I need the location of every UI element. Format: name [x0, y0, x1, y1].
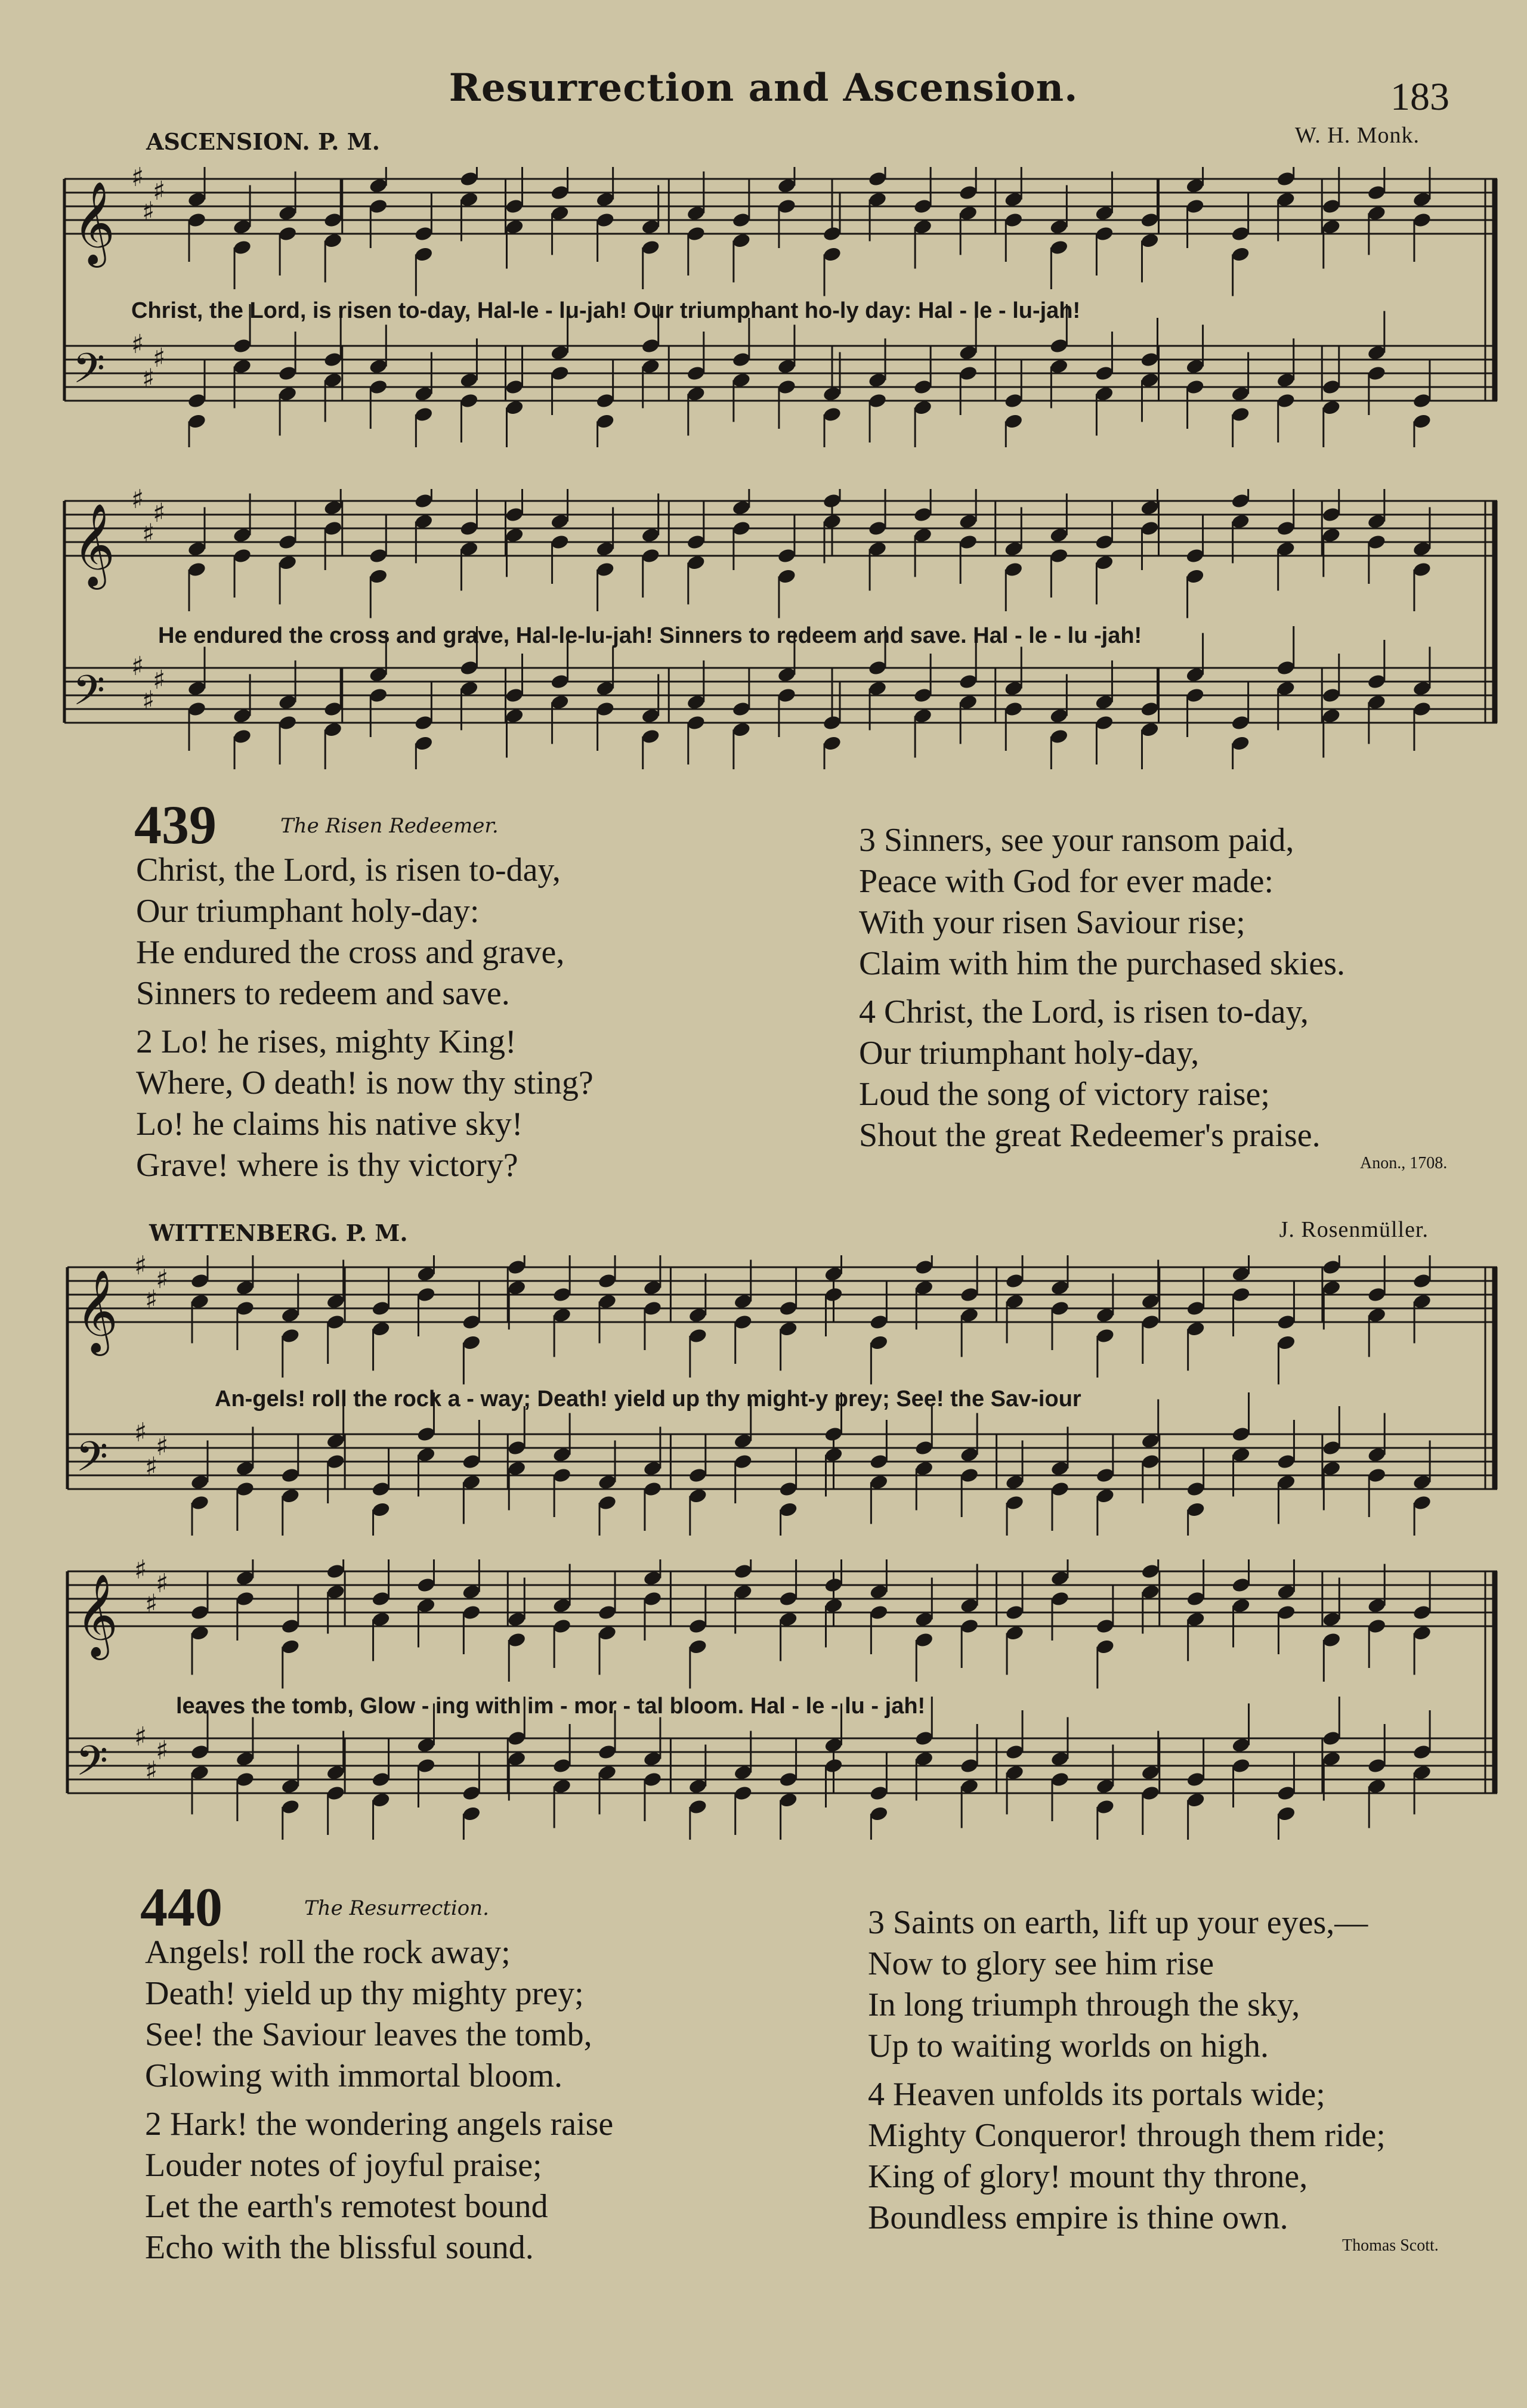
svg-text:♯: ♯: [134, 1255, 147, 1281]
verse-line: 3 Sinners, see your ransom paid,: [859, 822, 1294, 859]
stanza-4: [868, 2074, 1386, 2239]
hymn-title-440: The Resurrection.: [304, 1896, 489, 1920]
verse-line: Mighty Conqueror! through them ride;: [868, 2117, 1386, 2154]
verse-line: 4 Heaven unfolds its portals wide;: [868, 2076, 1325, 2113]
svg-text:♯: ♯: [156, 1431, 169, 1462]
svg-text:♯: ♯: [156, 1568, 169, 1599]
verse-line: Our triumphant holy-day:: [136, 893, 480, 930]
lyrics-ascension-line-2: He endured the cross and grave, Hal-le-lu-jah! Sinners to redeem and save. Hal - le - lu -jah!: [158, 623, 1142, 648]
verse-line: Claim with him the purchased skies.: [859, 945, 1345, 982]
svg-text:♯: ♯: [145, 1285, 158, 1316]
svg-text:𝄞: 𝄞: [76, 1270, 118, 1352]
stanza-1: [145, 1932, 613, 2097]
verse-line: Let the earth's remotest bound: [145, 2188, 548, 2225]
verse-line: Our triumphant holy-day,: [859, 1035, 1200, 1072]
svg-text:♯: ♯: [134, 1559, 147, 1585]
stanza-4: [859, 992, 1345, 1156]
verse-line: 3 Saints on earth, lift up your eyes,—: [868, 1904, 1368, 1941]
svg-text:♯: ♯: [131, 329, 144, 360]
tune-name-ascension: ASCENSION. P. M.: [146, 128, 380, 155]
stanza-1: [136, 850, 594, 1014]
svg-text:𝄞: 𝄞: [76, 1574, 118, 1657]
svg-text:♯: ♯: [145, 1451, 158, 1482]
verse-line: Angels! roll the rock away;: [145, 1934, 511, 1971]
verse-line: Peace with God for ever made:: [859, 863, 1274, 900]
svg-text:𝄢: 𝄢: [73, 666, 106, 725]
verse-line: 2 Hark! the wondering angels raise: [145, 2106, 614, 2143]
tune-composer-rosenmuller: J. Rosenmüller.: [1279, 1217, 1429, 1242]
svg-text:♯: ♯: [131, 489, 144, 515]
verse-line: 2 Lo! he rises, mighty King!: [136, 1023, 517, 1060]
svg-text:♯: ♯: [145, 1756, 158, 1787]
verse-line: With your risen Saviour rise;: [859, 904, 1245, 941]
svg-text:𝄞: 𝄞: [73, 503, 115, 586]
page-header-title: Resurrection and Ascension.: [449, 66, 1078, 110]
svg-text:𝄞: 𝄞: [73, 181, 115, 264]
verse-line: He endured the cross and grave,: [136, 934, 565, 971]
svg-text:♯: ♯: [131, 167, 144, 193]
verse-line: Up to waiting worlds on high.: [868, 2028, 1269, 2065]
svg-text:𝄢: 𝄢: [76, 1737, 109, 1795]
hymn-439-attribution: Anon., 1708.: [1360, 1154, 1448, 1172]
verse-line: 4 Christ, the Lord, is risen to-day,: [859, 993, 1309, 1030]
svg-text:♯: ♯: [142, 518, 155, 549]
verse-line: Boundless empire is thine own.: [868, 2199, 1288, 2236]
hymn-440-verses-left: [145, 1932, 613, 2268]
svg-text:♯: ♯: [131, 651, 144, 682]
verse-line: Christ, the Lord, is risen to-day,: [136, 852, 561, 889]
lyrics-wittenberg-line-1: An-gels! roll the rock a - way; Death! yield up thy might-y prey; See! the Sav-iour: [215, 1386, 1081, 1412]
svg-text:♯: ♯: [142, 196, 155, 227]
verse-line: Where, O death! is now thy sting?: [136, 1064, 594, 1101]
page-number: 183: [1390, 75, 1449, 119]
verse-line: Glowing with immortal bloom.: [145, 2057, 562, 2094]
svg-text:♯: ♯: [153, 343, 166, 373]
svg-text:♯: ♯: [134, 1417, 147, 1448]
stanza-2: [136, 1022, 594, 1186]
verse-line: Grave! where is thy victory?: [136, 1147, 518, 1184]
svg-text:♯: ♯: [153, 665, 166, 695]
tune-composer-monk: W. H. Monk.: [1294, 123, 1420, 148]
hymn-440-verses-right: [868, 1902, 1386, 2239]
svg-text:♯: ♯: [142, 685, 155, 716]
svg-text:𝄢: 𝄢: [73, 344, 106, 403]
verse-line: King of glory! mount thy throne,: [868, 2158, 1308, 2195]
hymn-number-440: 440: [140, 1877, 222, 1937]
svg-text:♯: ♯: [142, 363, 155, 394]
svg-text:♯: ♯: [145, 1589, 158, 1620]
svg-text:♯: ♯: [153, 498, 166, 528]
hymn-439-verses-right: [859, 820, 1345, 1156]
lyrics-wittenberg-line-2: leaves the tomb, Glow - ing with im - mor - tal bloom. Hal - le - lu - jah!: [176, 1694, 926, 1719]
verse-line: In long triumph through the sky,: [868, 1986, 1300, 2023]
hymn-number-439: 439: [134, 794, 217, 855]
verse-line: Sinners to redeem and save.: [136, 975, 510, 1012]
lyrics-ascension-line-1: Christ, the Lord, is risen to-day, Hal-le - lu-jah! Our triumphant ho-ly day: Hal - le - lu-jah!: [131, 298, 1081, 323]
stanza-3: [868, 1902, 1386, 2067]
verse-line: Shout the great Redeemer's praise.: [859, 1117, 1321, 1154]
svg-text:♯: ♯: [134, 1722, 147, 1752]
verse-line: Lo! he claims his native sky!: [136, 1106, 523, 1143]
verse-line: See! the Saviour leaves the tomb,: [145, 2016, 592, 2053]
verse-line: Louder notes of joyful praise;: [145, 2147, 542, 2184]
svg-text:♯: ♯: [156, 1264, 169, 1295]
verse-line: Echo with the blissful sound.: [145, 2229, 534, 2266]
verse-line: Death! yield up thy mighty prey;: [145, 1975, 584, 2012]
svg-text:𝄢: 𝄢: [76, 1432, 109, 1491]
hymn-440-attribution: Thomas Scott.: [1342, 2236, 1439, 2255]
verse-line: Now to glory see him rise: [868, 1945, 1214, 1982]
stanza-3: [859, 820, 1345, 985]
svg-text:♯: ♯: [153, 176, 166, 206]
hymn-439-verses-left: [136, 850, 594, 1186]
stanza-2: [145, 2104, 613, 2268]
tune-name-wittenberg: WITTENBERG. P. M.: [149, 1220, 408, 1246]
verse-line: Loud the song of victory raise;: [859, 1076, 1270, 1113]
hymn-title-439: The Risen Redeemer.: [280, 814, 499, 838]
svg-text:♯: ♯: [156, 1735, 169, 1766]
